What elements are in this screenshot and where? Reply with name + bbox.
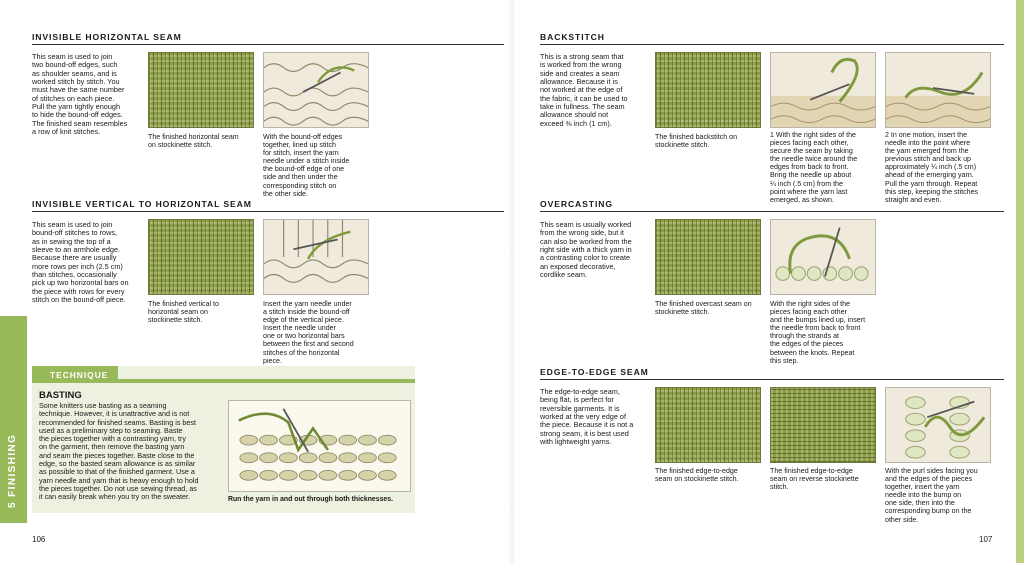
illustration-vertical-seam (263, 219, 369, 295)
caption-overcast-illustration: With the right sides of the pieces facing each other and the bumps lined up, insert the needle from back to front through the strands at the edges of the pieces between the knots. Repeat this step. (770, 300, 866, 365)
technique-tab (32, 366, 415, 383)
section-title-invisible-vertical: INVISIBLE VERTICAL TO HORIZONTAL SEAM (32, 199, 252, 209)
caption-edge-to-edge-swatch: The finished edge-to-edge seam on stockinette stitch. (655, 467, 739, 484)
body-invisible-horizontal: This seam is used to join two bound-off edges, such as shoulder seams, and is worked stitch by stitch. You must have the same number of stitches on each piece. Pull the yarn tightly enough to hide the bound-off edges. The finished seam resembles a row of knit stitches. (32, 52, 128, 137)
basting-illustration-caption: Run the yarn in and out through both thicknesses. (228, 496, 393, 503)
illustration-overcast (770, 219, 876, 295)
body-edge-to-edge: The edge-to-edge seam, being flat, is perfect for reversible garments. It is worked at the very edge of the piece. Because it is not a strong seam, it is best used with lightweight yarns. (540, 387, 634, 447)
section-title-backstitch: BACKSTITCH (540, 32, 605, 42)
technique-body: Some knitters use basting as a seaming technique. However, it is unattractive and is not recommended for finished seams. Basting is best used as a preliminary step to seaming. Baste the pieces together with a contrasting yarn, try on the garment, then remove the basting yarn and seam the pieces together. Baste close to the edge, so the basted seam allowance is as similar as possible to that of the finished garment. Use a yarn needle and yarn that is heavy enough to hold the pieces together. Do not use sewing thread, as it can easily break when you try on the sweater. (39, 401, 199, 502)
needle-yarn-icon (886, 53, 990, 127)
caption-backstitch-step1: 1 With the right sides of the pieces facing each other, secure the seam by taking the needle twice around the edges from back to front. Bring the needle up about ¼ inch (.5 cm) from the point where the yarn last emerged, as shown. (770, 131, 858, 204)
illustration-basting (228, 400, 411, 492)
technique-box (32, 366, 415, 513)
right-page (512, 0, 1024, 563)
technique-heading: BASTING (39, 390, 82, 401)
needle-yarn-icon (264, 220, 368, 294)
illustration-backstitch-step1 (770, 52, 876, 128)
technique-label: TECHNIQUE (50, 370, 109, 380)
illustration-backstitch-step2 (885, 52, 991, 128)
section-rule (540, 379, 1004, 380)
section-title-edge-to-edge: EDGE-TO-EDGE SEAM (540, 367, 649, 377)
section-rule (540, 44, 1004, 45)
caption-vertical-illustration: Insert the yarn needle under a stitch inside the bound-off edge of the vertical piece. Insert the needle under one or two horizontal bars between the first and second stitches of the horizontal piece. (263, 300, 354, 365)
page-number-right: 107 (979, 535, 993, 544)
needle-yarn-icon (771, 53, 875, 127)
section-title-overcasting: OVERCASTING (540, 199, 613, 209)
caption-backstitch-swatch: The finished backstitch on stockinette stitch. (655, 133, 738, 150)
caption-horizontal-swatch: The finished horizontal seam on stockinette stitch. (148, 133, 239, 150)
caption-horizontal-illustration: With the bound-off edges together, lined up stitch for stitch, insert the yarn needle under a stitch inside the bound-off edge of one side and then under the corresponding stitch on the other side. (263, 133, 350, 198)
needle-yarn-icon (264, 53, 368, 127)
swatch-horizontal-seam (148, 52, 254, 128)
page-edge-accent (1016, 0, 1024, 563)
section-rule (32, 44, 504, 45)
basting-yarn-icon (229, 401, 410, 491)
body-backstitch: This is a strong seam that is worked from the wrong side and creates a seam allowance. Because it is not worked at the edge of the fabric, it can be used to take in fullness. The seam allowance should not exceed ⅜ inch (1 cm). (540, 52, 628, 128)
needle-yarn-icon (771, 220, 875, 294)
body-overcasting: This seam is usually worked from the wrong side, but it can also be worked from the right side with a thick yarn in a contrasting color to create an exposed decorative, cordlike seam. (540, 220, 632, 280)
section-rule (32, 211, 504, 212)
caption-edge-to-edge-illustration: With the purl sides facing you and the edges of the pieces together, insert the yarn needle into the bump on one side, then into the corresponding bump on the other side. (885, 467, 978, 524)
swatch-edge-to-edge (655, 387, 761, 463)
body-invisible-vertical: This seam is used to join bound-off stitches to rows, as in sewing the top of a sleeve to an armhole edge. Because there are usually more rows per inch (2.5 cm) than stitches, occasionally pick up two horizontal bars on the piece with rows for every stitch on the bound-off piece. (32, 220, 129, 305)
swatch-vertical-seam (148, 219, 254, 295)
caption-overcast-swatch: The finished overcast seam on stockinette stitch. (655, 300, 752, 317)
illustration-edge-to-edge (885, 387, 991, 463)
caption-backstitch-step2: 2 In one motion, insert the needle into the point where the yarn emerged from the previous stitch and back up approximately ¼ inch (.5 cm) ahead of the emerging yarn. Pull the yarn through. Repeat this step, keeping the stitches straight and even. (885, 131, 979, 204)
illustration-horizontal-seam (263, 52, 369, 128)
swatch-edge-to-edge-reverse (770, 387, 876, 463)
section-rule (540, 211, 1004, 212)
needle-yarn-icon (886, 388, 990, 462)
caption-vertical-swatch: The finished vertical to horizontal seam on stockinette stitch. (148, 300, 219, 325)
chapter-side-tab-label: 5 FINISHING (7, 433, 18, 508)
page-number-left: 106 (32, 535, 46, 544)
swatch-overcast (655, 219, 761, 295)
caption-edge-to-edge-reverse: The finished edge-to-edge seam on reverse stockinette stitch. (770, 467, 859, 492)
swatch-backstitch (655, 52, 761, 128)
section-title-invisible-horizontal: INVISIBLE HORIZONTAL SEAM (32, 32, 182, 42)
